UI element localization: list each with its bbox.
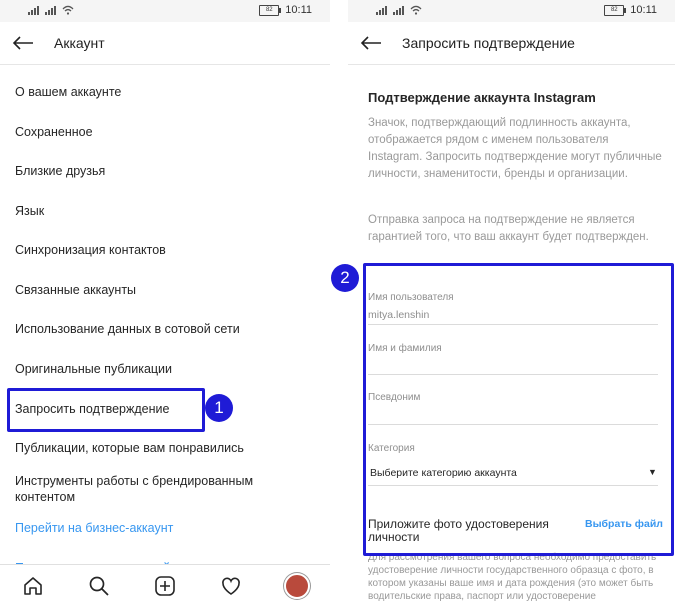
menu-item-saved[interactable]: Сохраненное: [15, 125, 93, 139]
header: [0, 22, 330, 65]
status-bar: [0, 0, 330, 22]
battery-icon: 82: [604, 5, 624, 16]
menu-item-close-friends[interactable]: Близкие друзья: [15, 164, 106, 178]
back-arrow-icon[interactable]: [360, 32, 382, 54]
menu-item-request-verification[interactable]: Запросить подтверждение: [15, 402, 170, 416]
account-settings-screen: [0, 0, 330, 607]
header: [348, 22, 675, 65]
signal-icon: [28, 5, 39, 15]
highlight-box-1: [7, 388, 205, 432]
username-label: Имя пользователя: [368, 292, 454, 303]
verification-disclaimer: Отправка запроса на подтверждение не является гарантией того, что ваш аккаунт будет подтвержден.: [368, 214, 649, 243]
username-field[interactable]: mitya.lenshin: [368, 309, 430, 321]
menu-item-original-posts[interactable]: Оригинальные публикации: [15, 362, 173, 376]
link-business-account[interactable]: Перейти на бизнес-аккаунт: [15, 521, 174, 535]
signal-icon: [393, 5, 404, 15]
category-select[interactable]: Выберите категорию аккаунта: [370, 467, 517, 479]
id-requirements-text: Для рассмотрения вашего вопроса необходимо предоставить удостоверение личности государственного образца с фото, в котором указаны ваше имя и дата рождения (это может быть водительские права, паспорт или удостоверение: [368, 552, 657, 602]
step-badge-2: 2: [331, 264, 359, 292]
clock: 10:11: [630, 4, 657, 16]
highlight-box-2: [363, 263, 674, 556]
step-badge-1: 1: [205, 394, 233, 422]
search-icon[interactable]: [86, 573, 112, 599]
menu-item-language[interactable]: Язык: [15, 204, 45, 218]
menu-item-about[interactable]: О вашем аккаунте: [15, 85, 122, 99]
verification-description: Значок, подтверждающий подлинность аккаунта, отображается рядом с именем пользователя Instagram. Запросить подтверждение могут публичные личности, знаменитости, бренды и организации.: [368, 117, 662, 180]
wifi-icon: [62, 5, 74, 15]
alias-label: Псевдоним: [368, 392, 421, 403]
dropdown-arrow-icon[interactable]: ▼: [648, 467, 657, 477]
avatar: [284, 573, 310, 599]
choose-file-button[interactable]: Выбрать файл: [585, 518, 663, 530]
page-title: Запросить подтверждение: [402, 35, 575, 51]
menu-item-linked-accounts[interactable]: Связанные аккаунты: [15, 283, 137, 297]
menu-item-liked-posts[interactable]: Публикации, которые вам понравились: [15, 441, 244, 455]
clock: 10:11: [285, 4, 312, 16]
category-label: Категория: [368, 443, 415, 454]
menu-item-cellular-data[interactable]: Использование данных в сотовой сети: [15, 322, 240, 336]
wifi-icon: [410, 5, 422, 15]
battery-icon: 82: [259, 5, 279, 16]
status-bar: [348, 0, 675, 22]
id-photo-label: Приложите фото удостоверения личности: [368, 517, 549, 544]
heart-icon[interactable]: [218, 573, 244, 599]
bottom-tab-bar: [0, 564, 330, 607]
fullname-label: Имя и фамилия: [368, 343, 442, 354]
profile-avatar-icon[interactable]: [284, 573, 310, 599]
verification-heading: Подтверждение аккаунта Instagram: [368, 90, 596, 105]
signal-icon: [45, 5, 56, 15]
page-title: Аккаунт: [54, 35, 105, 51]
add-post-icon[interactable]: [152, 573, 178, 599]
home-icon[interactable]: [20, 573, 46, 599]
back-arrow-icon[interactable]: [12, 32, 34, 54]
menu-item-branded-content[interactable]: Инструменты работы с брендированным контентом: [15, 474, 254, 504]
signal-icon: [376, 5, 387, 15]
menu-item-contact-sync[interactable]: Синхронизация контактов: [15, 243, 166, 257]
